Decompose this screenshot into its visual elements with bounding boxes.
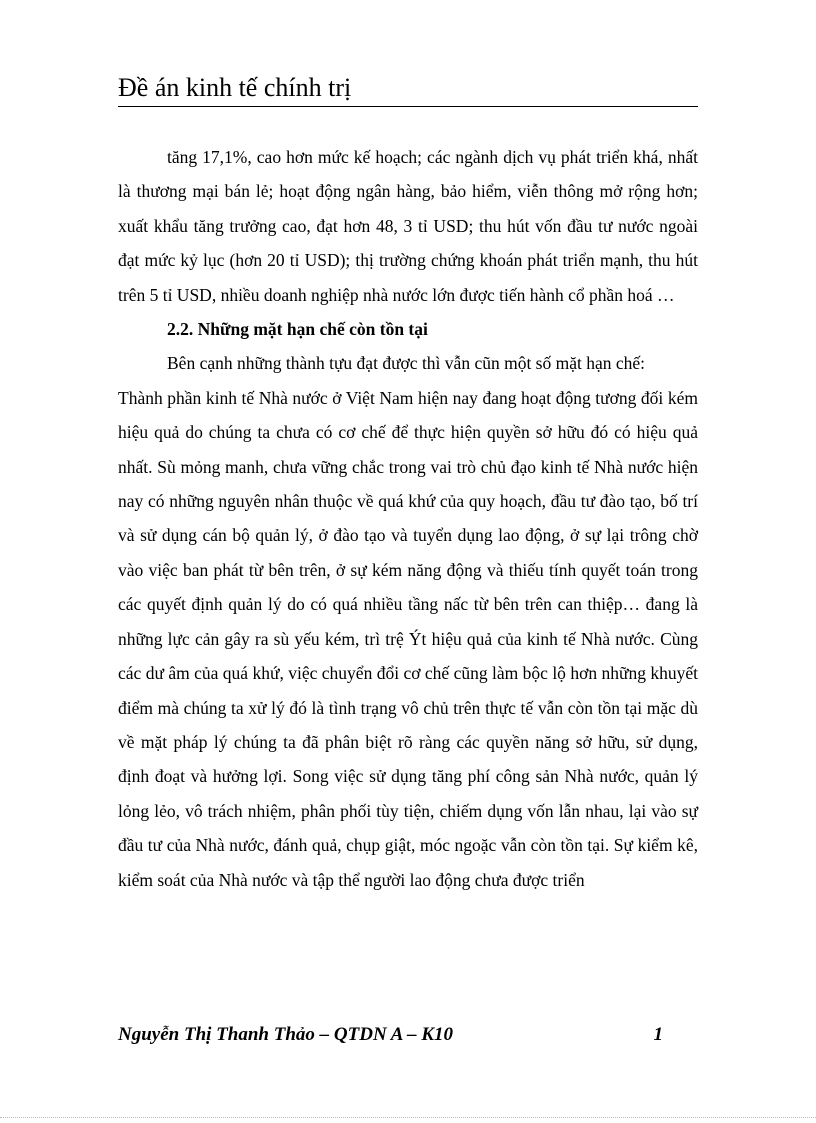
header-divider — [118, 106, 698, 107]
page-number: 1 — [653, 1024, 663, 1045]
paragraph-main: Thành phần kinh tế Nhà nước ở Việt Nam hiện nay đang hoạt động tương đối kém hiệu quả do chúng ta chưa có cơ chế để thực hiện quyền sở hữu đó có hiệu quả nhất. Sù mỏng manh, chưa vững chắc trong vai trò chủ đạo kinh tế Nhà nước hiện nay có những nguyên nhân thuộc về quá khứ của quy hoạch, đầu tư đào tạo, bố trí và sử dụng cán bộ quản lý, ở đào tạo và tuyển dụng lao động, ở sự lại trông chờ vào việc ban phát từ bên trên, ở sự kém năng động và thiếu tính quyết toán trong các quyết định quản lý do có quá nhiều tầng nấc từ bên trên can thiệp… đang là những lực cản gây ra sù yếu kém, trì trệ Ýt hiệu quả của kinh tế Nhà nước. Cùng các dư âm của quá khứ, việc chuyển đổi cơ chế cũng làm bộc lộ hơn những khuyết điểm mà chúng ta xử lý đó là tình trạng vô chủ trên thực tế vẫn còn tồn tại mặc dù về mặt pháp lý chúng ta đã phân biệt rõ ràng các quyền năng sở hữu, sử dụng, định đoạt và hưởng lợi. Song việc sử dụng tăng phí công sản Nhà nước, quản lý lỏng lẻo, vô trách nhiệm, phân phối tùy tiện, chiếm dụng vốn lẫn nhau, lại vào sự đầu tư của Nhà nước, đánh quả, chụp giật, móc ngoặc vẫn còn tồn tại. Sự kiểm kê, kiểm soát của Nhà nước và tập thể người lao động chưa được triển — [118, 387, 698, 890]
document-body — [118, 140, 698, 897]
paragraph-intro: Bên cạnh những thành tựu đạt được thì vẫn cũn một số mặt hạn chế: — [167, 353, 646, 374]
page-header-title: Đề án kinh tế chính trị — [118, 73, 352, 102]
footer-author: Nguyễn Thị Thanh Thảo – QTDN A – K10 — [118, 1024, 454, 1045]
page-bottom-divider — [0, 1117, 816, 1118]
section-heading: 2.2. Những mặt hạn chế còn tồn tại — [167, 319, 428, 340]
page-footer — [118, 1024, 663, 1046]
paragraph-continuation: tăng 17,1%, cao hơn mức kế hoạch; các ngành dịch vụ phát triển khá, nhất là thương mại bán lẻ; hoạt động ngân hàng, bảo hiểm, viễn thông mở rộng hơn; xuất khẩu tăng trưởng cao, đạt hơn 48, 3 tỉ USD; thu hút vốn đầu tư nước ngoài đạt mức kỷ lục (hơn 20 tỉ USD); thị trường chứng khoán phát triển mạnh, thu hút trên 5 tỉ USD, nhiều doanh nghiệp nhà nước lớn được tiến hành cổ phần hoá … — [118, 147, 698, 305]
